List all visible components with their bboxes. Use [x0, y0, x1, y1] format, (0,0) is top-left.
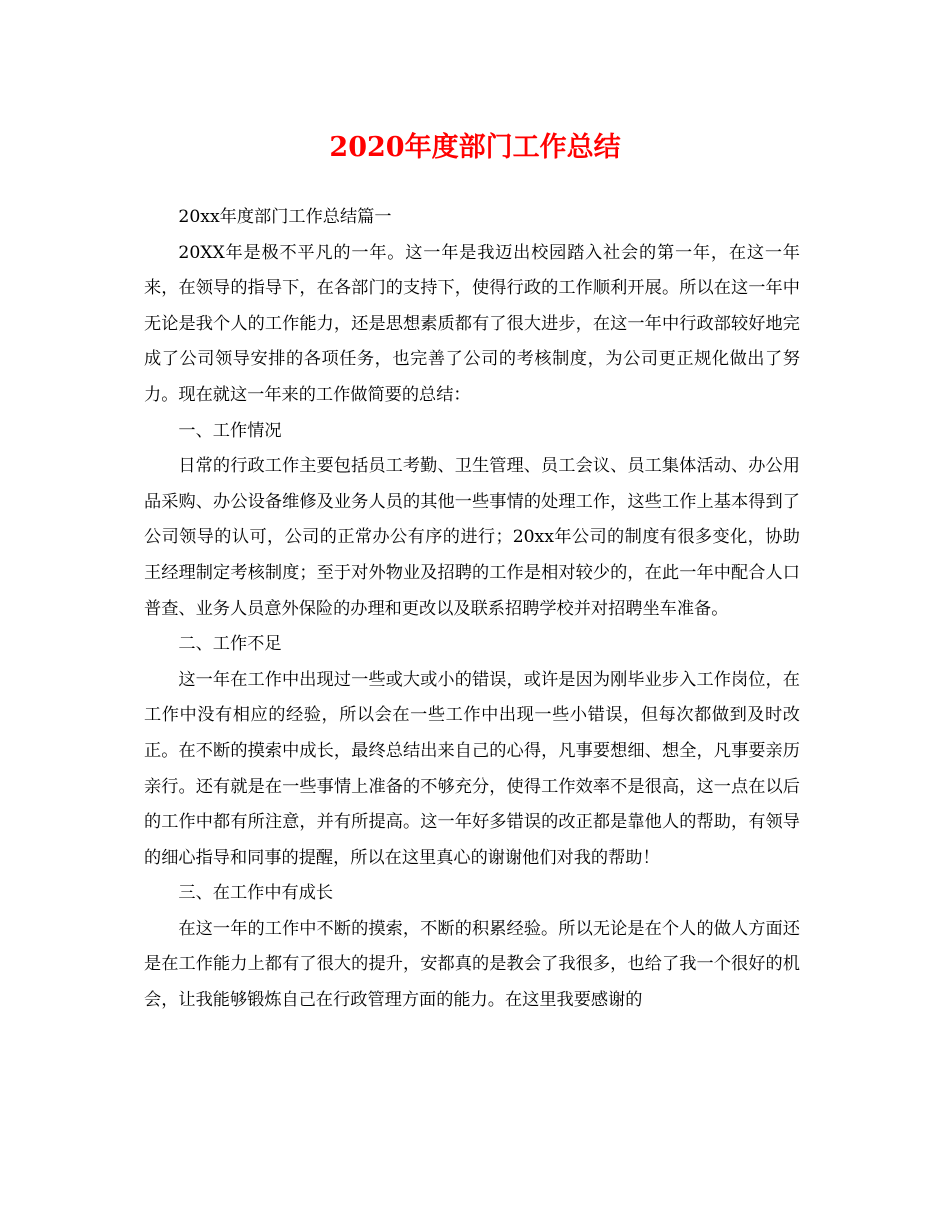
document-title: 2020年度部门工作总结: [329, 132, 621, 163]
paragraph-intro: 20XX年是极不平凡的一年。这一年是我迈出校园踏入社会的第一年，在这一年来，在领导的指导下，在各部门的支持下，使得行政的工作顺利开展。所以在这一年中无论是我个人的工作能力，还是思想素质都有了很大进步，在这一年中行政部较好地完成了公司领导安排的各项任务，也完善了公司的考核制度，为公司更正规化做出了努力。现在就这一年来的工作做简要的总结：: [144, 242, 800, 405]
paragraph-shortcomings: 这一年在工作中出现过一些或大或小的错误，或许是因为刚毕业步入工作岗位，在工作中没有相应的经验，所以会在一些工作中出现一些小错误，但每次都做到及时改正。在不断的摸索中成长，最终总结出来自己的心得，凡事要想细、想全，凡事要亲历亲行。还有就是在一些事情上准备的不够充分，使得工作效率不是很高，这一点在以后的工作中都有所注意，并有所提高。这一年好多错误的改正都是靠他人的帮助，有领导的细心指导和同事的提醒，所以在这里真心的谢谢他们对我的帮助！: [144, 669, 800, 868]
paragraph-work-status: 日常的行政工作主要包括员工考勤、卫生管理、员工会议、员工集体活动、办公用品采购、办公设备维修及业务人员的其他一些事情的处理工作，这些工作上基本得到了公司领导的认可，公司的正常办公有序的进行；20xx年公司的制度有很多变化，协助王经理制定考核制度；至于对外物业及招聘的工作是相对较少的，在此一年中配合人口普查、业务人员意外保险的办理和更改以及联系招聘学校并对招聘坐车准备。: [144, 456, 800, 619]
section-heading-shortcomings: 二、工作不足: [178, 634, 282, 655]
section-heading-part-one: 20xx年度部门工作总结篇一: [178, 207, 392, 227]
section-heading-work-status: 一、工作情况: [178, 420, 282, 441]
document-body: [144, 200, 800, 1019]
paragraph-growth: 在这一年的工作中不断的摸索，不断的积累经验。所以无论是在个人的做人方面还是在工作能力上都有了很大的提升，安都真的是教会了我很多，也给了我一个很好的机会，让我能够锻炼自己在行政管理方面的能力。在这里我要感谢的: [144, 918, 800, 1011]
section-heading-growth: 三、在工作中有成长: [178, 883, 334, 904]
